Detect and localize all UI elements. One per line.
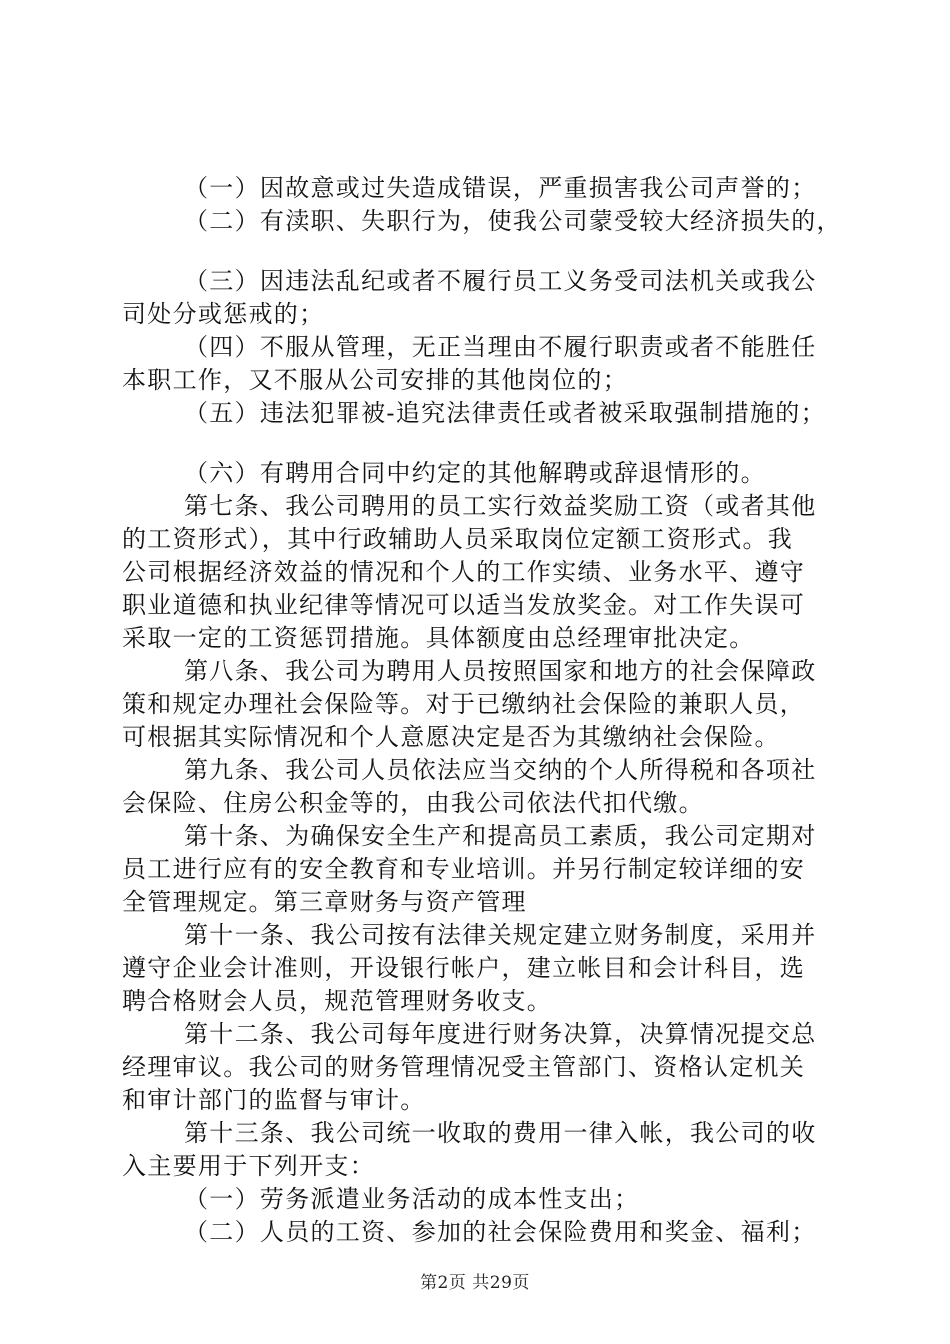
paragraph-line: （五）违法犯罪被-追究法律责任或者被采取强制措施的； bbox=[184, 399, 826, 427]
paragraph-gap bbox=[122, 430, 834, 457]
paragraph-line: （三）因违法乱纪或者不履行员工义务受司法机关或我公 bbox=[184, 267, 817, 295]
paragraph-line: （一）因故意或过失造成错误，严重损害我公司声誉的； bbox=[184, 174, 817, 202]
paragraph-line: （二）人员的工资、参加的社会保险费用和奖金、福利； bbox=[184, 1218, 817, 1246]
paragraph-line: 采取一定的工资惩罚措施。具体额度由总经理审批决定。 bbox=[122, 624, 755, 652]
paragraph-line: 可根据其实际情况和个人意愿决定是否为其缴纳社会保险。 bbox=[122, 723, 780, 751]
paragraph-line: 会保险、住房公积金等的，由我公司依法代扣代缴。 bbox=[122, 789, 704, 817]
paragraph-line: 第七条、我公司聘用的员工实行效益奖励工资（或者其他 bbox=[184, 492, 817, 520]
paragraph-line: （六）有聘用合同中约定的其他解聘或辞退情形的。 bbox=[184, 459, 766, 487]
paragraph-line: 司处分或惩戒的； bbox=[122, 300, 325, 328]
paragraph-line: 第十一条、我公司按有法律关规定建立财务制度，采用并 bbox=[184, 921, 817, 949]
paragraph-line: 公司根据经济效益的情况和个人的工作实绩、业务水平、遵守 bbox=[122, 558, 806, 586]
paragraph-line: 全管理规定。第三章财务与资产管理 bbox=[122, 888, 527, 916]
page-number-footer: 第2页 共29页 bbox=[420, 1273, 530, 1293]
paragraph-line: 员工进行应有的安全教育和专业培训。并另行制定较详细的安 bbox=[122, 855, 806, 883]
paragraph-line: 本职工作，又不服从公司安排的其他岗位的； bbox=[122, 366, 628, 394]
paragraph-line: 经理审议。我公司的财务管理情况受主管部门、资格认定机关 bbox=[122, 1053, 806, 1081]
paragraph-line: 聘合格财会人员，规范管理财务收支。 bbox=[122, 987, 553, 1015]
paragraph-line: 策和规定办理社会保险等。对于已缴纳社会保险的兼职人员， bbox=[122, 690, 806, 718]
paragraph-line: （二）有渎职、失职行为，使我公司蒙受较大经济损失的， bbox=[184, 207, 842, 235]
paragraph-line: 第十二条、我公司每年度进行财务决算，决算情况提交总 bbox=[184, 1020, 817, 1048]
paragraph-line: 的工资形式），其中行政辅助人员采取岗位定额工资形式。我 bbox=[122, 525, 794, 553]
paragraph-line: （四）不服从管理，无正当理由不履行职责或者不能胜任 bbox=[184, 333, 817, 361]
paragraph-line: 第九条、我公司人员依法应当交纳的个人所得税和各项社 bbox=[184, 756, 817, 784]
paragraph-line: 第十三条、我公司统一收取的费用一律入帐，我公司的收 bbox=[184, 1119, 817, 1147]
paragraph-line: 遵守企业会计准则，开设银行帐户，建立帐目和会计科目，选 bbox=[122, 954, 806, 982]
paragraph-gap bbox=[122, 238, 834, 265]
paragraph-line: （一）劳务派遣业务活动的成本性支出； bbox=[184, 1185, 640, 1213]
paragraph-line: 第八条、我公司为聘用人员按照国家和地方的社会保障政 bbox=[184, 657, 817, 685]
paragraph-line: 职业道德和执业纪律等情况可以适当发放奖金。对工作失误可 bbox=[122, 591, 806, 619]
paragraph-line: 入主要用于下列开支： bbox=[122, 1152, 375, 1180]
paragraph-line: 和审计部门的监督与审计。 bbox=[122, 1086, 426, 1114]
document-body bbox=[122, 172, 842, 1249]
paragraph-line: 第十条、为确保安全生产和提高员工素质，我公司定期对 bbox=[184, 822, 817, 850]
